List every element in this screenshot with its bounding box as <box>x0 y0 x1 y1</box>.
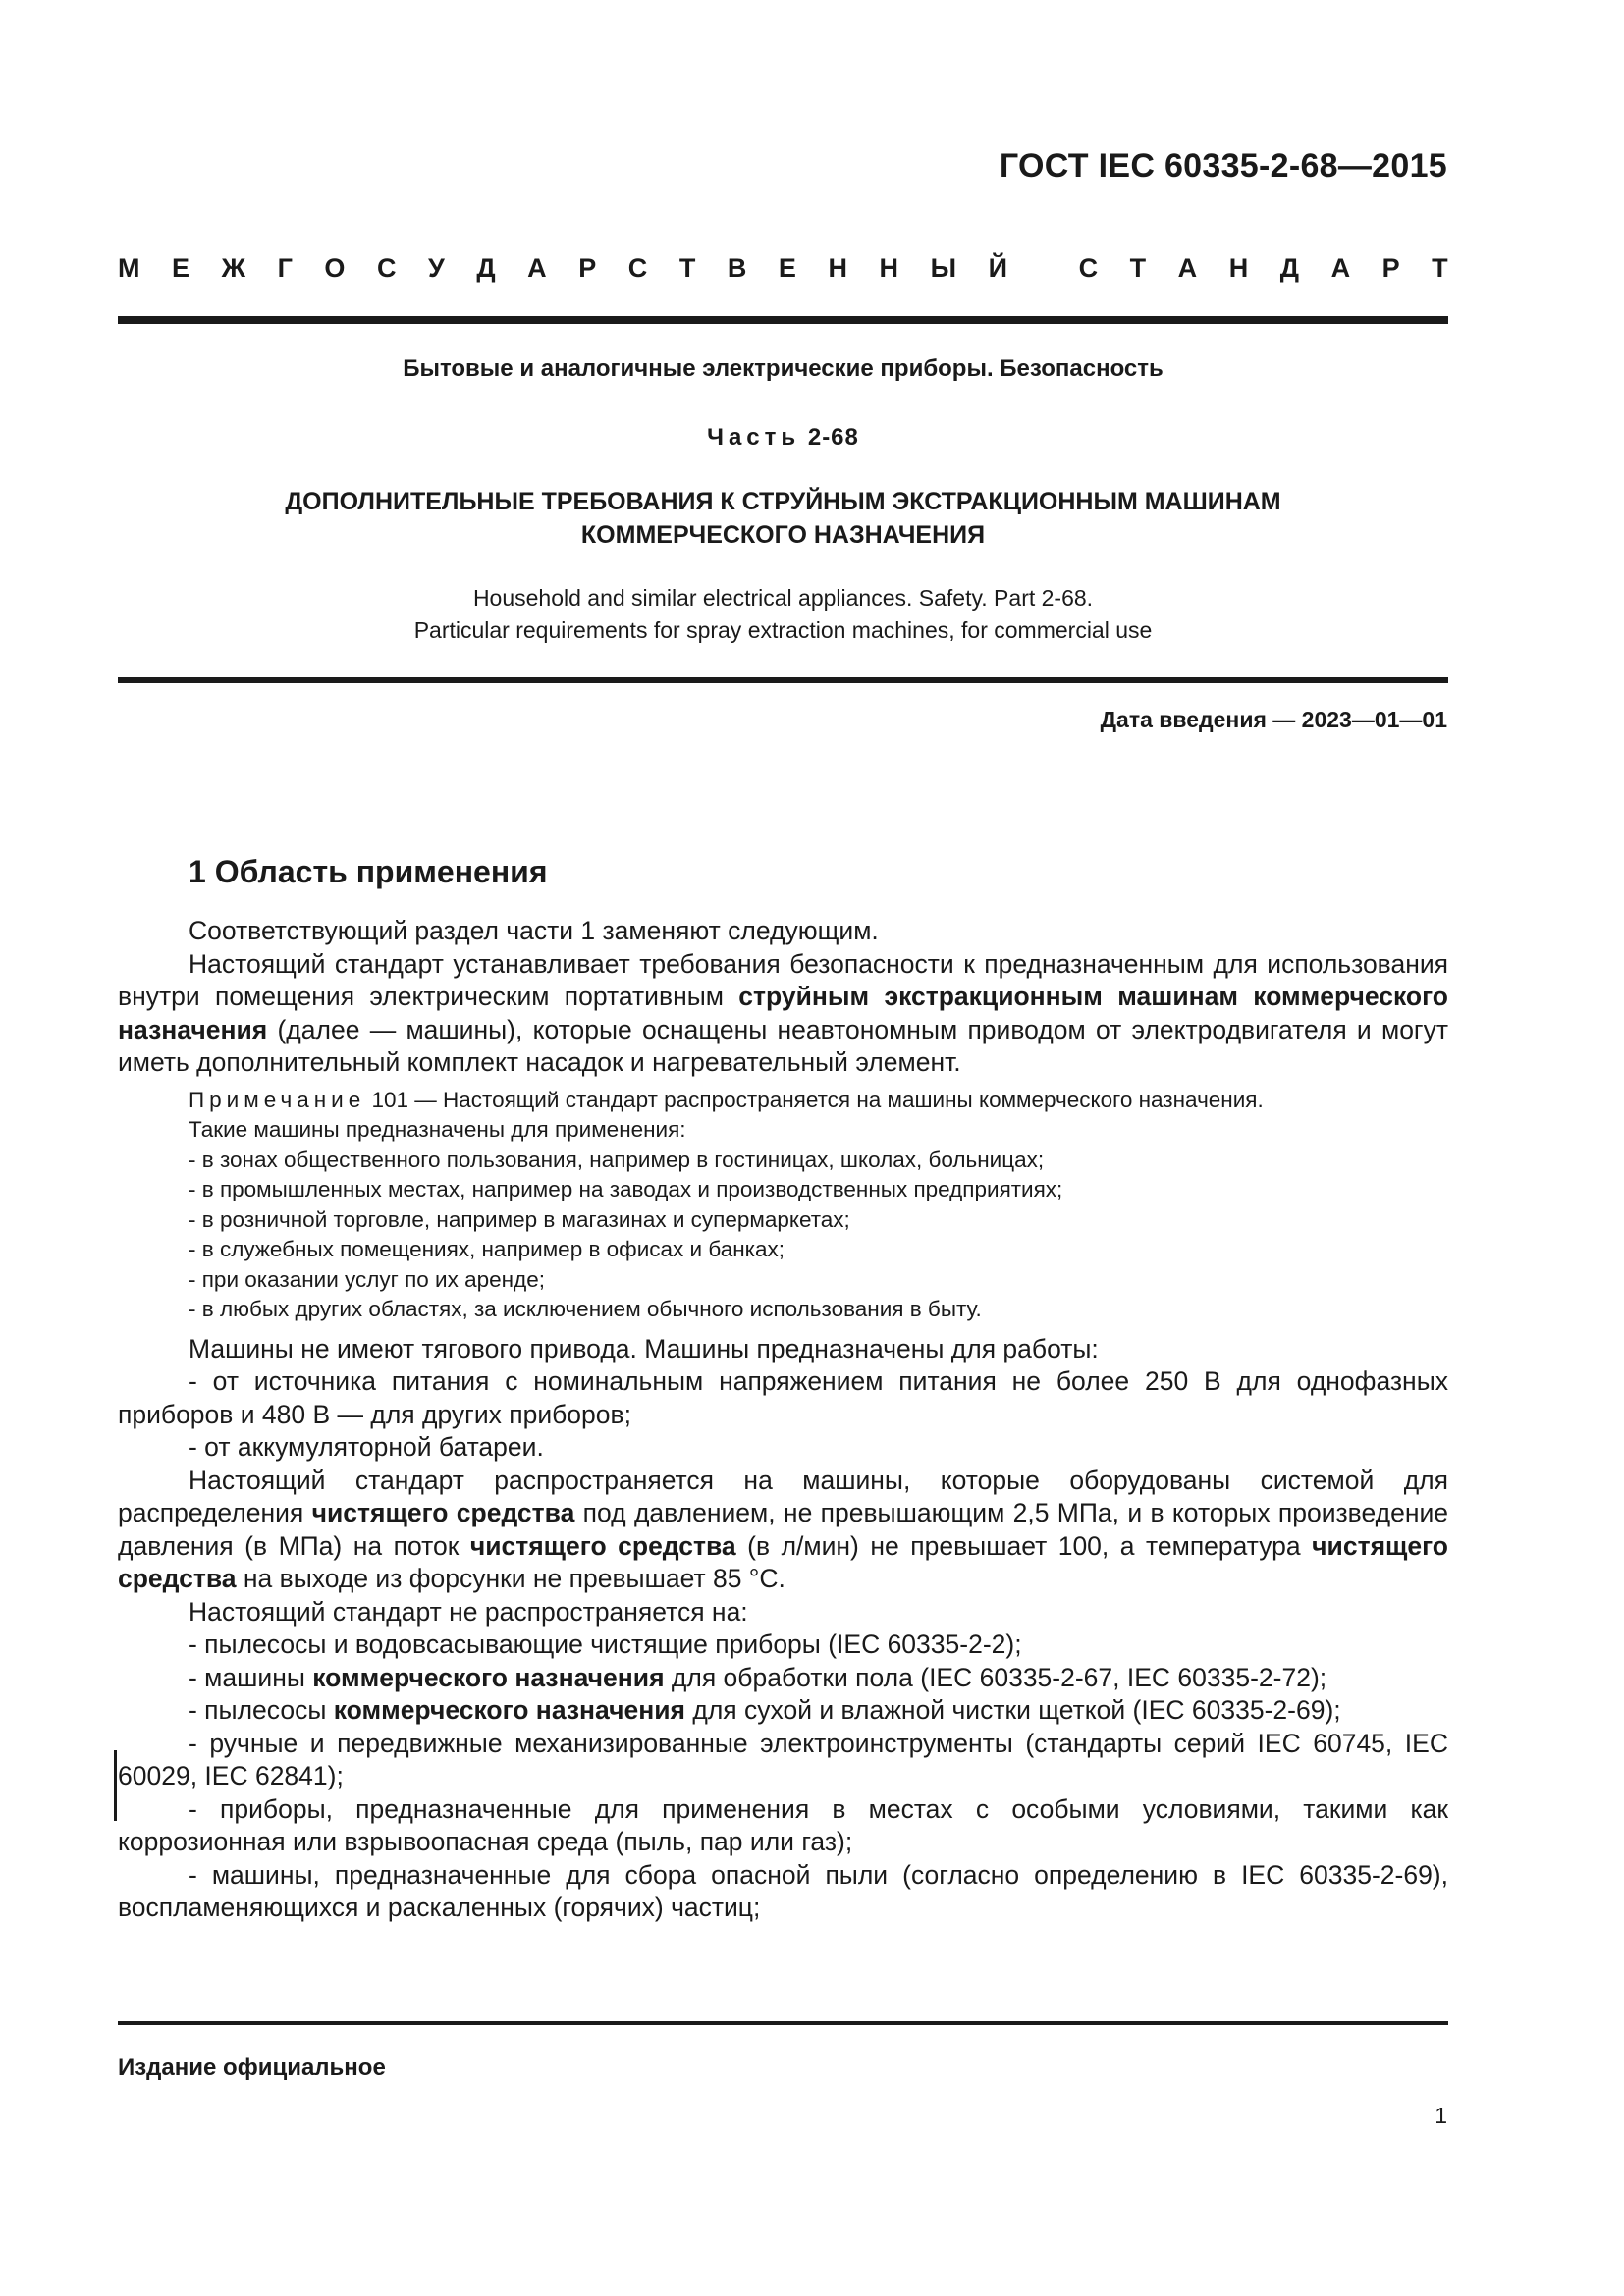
heading-letter: Т <box>1129 253 1147 283</box>
list-item: - машины, предназначенные для сбора опасной пыли (согласно определению в IEC 60335-2-69), воспламеняющихся и раскаленных (горячих) частиц; <box>118 1859 1448 1922</box>
text-run: - пылесосы <box>189 1695 334 1725</box>
heading-letter: А <box>1177 253 1198 283</box>
part-label: Часть <box>707 424 801 451</box>
text-run: на выходе из форсунки не превышает 85 °С. <box>236 1564 785 1593</box>
heading-letter: О <box>324 253 346 283</box>
heading-letter: Н <box>879 253 899 283</box>
bold-term: чистящего средства <box>469 1530 736 1561</box>
heading-letter: А <box>1330 253 1351 283</box>
english-title-line-1: Household and similar electrical appliances. Safety. Part 2-68. <box>472 585 1094 611</box>
note-text: 101 — Настоящий стандарт распространяется на машины коммерческого назначения. <box>365 1087 1264 1112</box>
main-title-line-1: ДОПОЛНИТЕЛЬНЫЕ ТРЕБОВАНИЯ К СТРУЙНЫМ ЭКСТРАКЦИОННЫМ МАШИНАМ <box>285 488 1281 515</box>
heading-letter: А <box>527 253 547 283</box>
bold-term: коммерческого назначения <box>312 1662 665 1692</box>
heading-letter: Й <box>988 253 1007 283</box>
text-run: для обработки пола (IEC 60335-2-67, IEC 60335-2-72); <box>664 1662 1327 1692</box>
heading-letter: Т <box>678 253 696 283</box>
paragraph: Машины не имеют тягового привода. Машины предназначены для работы: <box>189 1333 1099 1363</box>
revision-change-bar <box>114 1750 117 1821</box>
page-number: 1 <box>1435 2103 1447 2128</box>
heading-letter: Ж <box>221 253 246 283</box>
section-title: 1 Область применения <box>189 854 548 889</box>
list-item: - от аккумуляторной батареи. <box>189 1432 544 1462</box>
paragraph: Настоящий стандарт не распространяется на: <box>189 1596 748 1627</box>
heading-letter: Ы <box>930 253 957 283</box>
bold-term: струйным экстракционным машинам коммерческого назначения <box>118 982 1448 1044</box>
heading-letter: Г <box>277 253 293 283</box>
note-list-item: - при оказании услуг по их аренде; <box>189 1266 545 1292</box>
list-item <box>118 1694 1448 1728</box>
paragraph <box>118 948 1448 1080</box>
heading-letter: Н <box>1228 253 1249 283</box>
part-heading <box>118 424 1448 452</box>
text-run: Настоящий стандарт устанавливает требования безопасности к предназначенным для использования внутри помещения электрическим портативным <box>118 948 1448 1011</box>
note-list-item: - в любых других областях, за исключением обычного использования в быту. <box>189 1297 982 1321</box>
list-item: - от источника питания с номинальным напряжением питания не более 250 В для однофазных приборов и 480 В — для других приборов; <box>118 1366 1448 1429</box>
note-line: Такие машины предназначены для применения: <box>189 1117 686 1142</box>
heading-letter: Н <box>828 253 847 283</box>
note-line <box>189 1086 1448 1116</box>
text-run: для сухой и влажной чистки щеткой (IEC 60335-2-69); <box>685 1695 1341 1725</box>
note-list-item: - в зонах общественного пользования, например в гостиницах, школах, больницах; <box>189 1147 1045 1172</box>
edition-label: Издание официальное <box>118 2055 386 2081</box>
heading-letter: С <box>376 253 397 283</box>
title-divider <box>118 677 1448 683</box>
part-number: 2-68 <box>807 424 859 451</box>
text-run: (далее — машины), которые оснащены неавтономным приводом от электродвигателя и могут иметь дополнительный комплект насадок и нагревательный элемент. <box>118 1014 1448 1077</box>
list-item: - приборы, предназначенные для применения в местах с особыми условиями, такими как коррозионная или взрывоопасная среда (пыль, пар или газ); <box>118 1793 1448 1856</box>
note-list-item: - в служебных помещениях, например в офисах и банках; <box>189 1237 785 1261</box>
title-line: Бытовые и аналогичные электрические приборы. Безопасность <box>403 355 1164 382</box>
text-run: под давлением, не превышающим 2,5 МПа, и в которых произведение давления (в МПа) на поток <box>118 1498 1448 1561</box>
main-title <box>118 485 1448 552</box>
text-run: Настоящий стандарт распространяется на машины, которые оборудованы системой для распределения <box>118 1465 1448 1527</box>
list-item: - пылесосы и водовсасывающие чистящие приборы (IEC 60335-2-2); <box>189 1629 1022 1659</box>
paragraph <box>118 1465 1448 1596</box>
heading-letter: Д <box>1279 253 1300 283</box>
footer-divider <box>118 2021 1448 2025</box>
heading-letter: У <box>428 253 445 283</box>
note-label: Примечание <box>189 1087 366 1112</box>
heading-letter: Т <box>1432 253 1448 283</box>
text-run: - машины <box>189 1662 313 1692</box>
standard-type-heading <box>118 253 1448 284</box>
heading-letter: М <box>118 253 140 283</box>
heading-letter: Д <box>476 253 496 283</box>
heading-letter: В <box>727 253 747 283</box>
bold-term: коммерческого назначения <box>333 1695 686 1725</box>
list-item: - ручные и передвижные механизированные электроинструменты (стандарты серий IEC 60745, IEC 60029, IEC 62841); <box>118 1728 1448 1790</box>
list-item <box>118 1662 1448 1695</box>
document-code: ГОСТ IEC 60335-2-68—2015 <box>999 147 1447 185</box>
top-divider <box>118 316 1448 324</box>
heading-letter: Е <box>172 253 190 283</box>
introduction-date: Дата введения — 2023—01—01 <box>1100 707 1447 732</box>
heading-word-gap <box>1040 253 1048 284</box>
note-block <box>189 1086 1448 1325</box>
heading-letter: Р <box>1381 253 1400 283</box>
heading-letter: Р <box>578 253 597 283</box>
english-title-line-2: Particular requirements for spray extraction machines, for commercial use <box>413 617 1153 643</box>
paragraph: Соответствующий раздел части 1 заменяют следующим. <box>189 916 879 945</box>
heading-letter: С <box>1078 253 1099 283</box>
heading-letter: С <box>627 253 648 283</box>
note-list-item: - в промышленных местах, например на заводах и производственных предприятиях; <box>189 1177 1063 1201</box>
english-title <box>118 582 1448 647</box>
heading-letter: Е <box>778 253 796 283</box>
bold-term: чистящего средства <box>311 1498 575 1527</box>
bold-term: чистящего средства <box>118 1530 1448 1593</box>
section-body <box>118 915 1448 1925</box>
note-list-item: - в розничной торговле, например в магазинах и супермаркетах; <box>189 1206 850 1232</box>
main-title-line-2: КОММЕРЧЕСКОГО НАЗНАЧЕНИЯ <box>580 521 986 549</box>
text-run: (в л/мин) не превышает 100, а температура <box>735 1530 1313 1561</box>
